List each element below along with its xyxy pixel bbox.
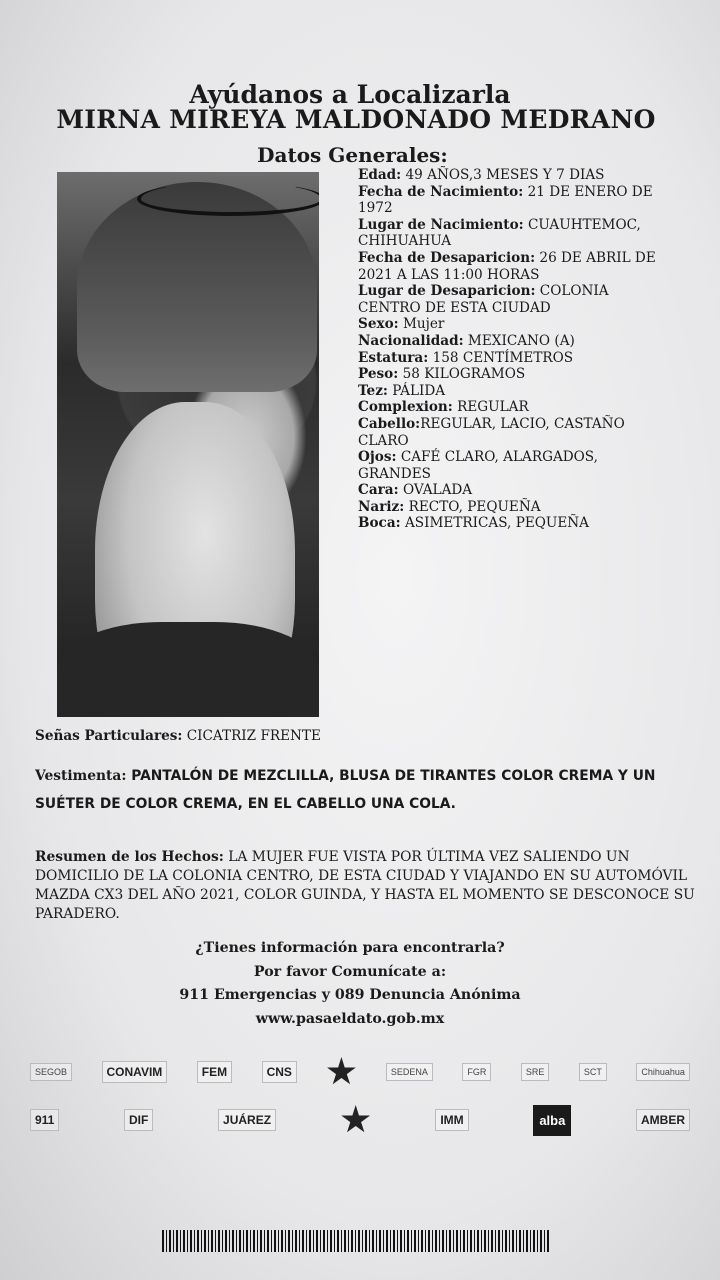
cns-logo: CNS [262, 1061, 297, 1083]
contact-phones: 911 Emergencias y 089 Denuncia Anónima [179, 987, 521, 1003]
agency-logos-row-2 [30, 1098, 690, 1142]
police-star-icon-2 [341, 1105, 371, 1135]
segob-logo: SEGOB [30, 1063, 72, 1081]
imm-logo: IMM [435, 1109, 468, 1131]
agency-logos-row-1 [30, 1052, 690, 1092]
dif-logo: DIF [124, 1109, 153, 1131]
fact-ojos: Ojos: CAFÉ CLARO, ALARGADOS, GRANDES [358, 449, 598, 482]
fact-tez: Tez: PÁLIDA [358, 382, 446, 399]
emergency-911-logo: 911 [30, 1109, 59, 1131]
fact-nacionalidad: Nacionalidad: MEXICANO (A) [358, 332, 575, 349]
contact-block [0, 937, 700, 1031]
fact-cara: Cara: OVALADA [358, 482, 473, 499]
fact-edad: Edad: 49 AÑOS,3 MESES Y 7 DIAS [358, 167, 605, 183]
fact-boca: Boca: ASIMETRICAS, PEQUEÑA [358, 515, 589, 532]
general-data-list [358, 167, 668, 532]
contact-question: ¿Tienes información para encontrarla? [195, 940, 505, 956]
fact-cabello: Cabello:REGULAR, LACIO, CASTAÑO CLARO [358, 415, 625, 449]
barcode [162, 1230, 550, 1252]
photo-shirt [57, 622, 319, 717]
distinguishing-marks: Señas Particulares: CICATRIZ FRENTE [35, 728, 321, 744]
events-summary: Resumen de los Hechos: LA MUJER FUE VISTA POR ÚLTIMA VEZ SALIENDO UN DOMICILIO DE LA COLONIA CENTRO, DE ESTA CIUDAD Y VIAJANDO EN SU AUTOMÓVIL MAZDA CX3 DEL AÑO 2021, COLOR GUINDA, Y HASTA EL MOMENTO SE DESCONOCE SU PARADERO. [35, 849, 695, 922]
fgr-logo: FGR [462, 1063, 491, 1081]
juarez-logo: JUÁREZ [218, 1109, 276, 1131]
missing-person-name: MIRNA MIREYA MALDONADO MEDRANO [56, 105, 656, 134]
clothing-description: Vestimenta: PANTALÓN DE MEZCLILLA, BLUSA DE TIRANTES COLOR CREMA Y UN SUÉTER DE COLOR CREMA, EN EL CABELLO UNA COLA. [35, 768, 656, 812]
missing-person-photo [57, 172, 319, 717]
fact-complexion: Complexion: REGULAR [358, 399, 529, 416]
police-star-icon [326, 1057, 356, 1087]
fact-lugar-desaparicion: Lugar de Desaparicion: COLONIA CENTRO DE ESTA CIUDAD [358, 283, 609, 316]
conavim-logo: CONAVIM [102, 1061, 168, 1083]
fact-sexo: Sexo: Mujer [358, 316, 445, 333]
contact-website: www.pasaeldato.gob.mx [255, 1010, 445, 1027]
contact-request: Por favor Comunícate a: [253, 963, 447, 980]
sre-logo: SRE [521, 1063, 550, 1081]
chihuahua-logo: Chihuahua [636, 1063, 690, 1081]
fact-fecha-nacimiento: Fecha de Nacimiento: 21 DE ENERO DE 1972 [358, 183, 653, 217]
photo-sunglasses [137, 182, 319, 216]
fact-fecha-desaparicion: Fecha de Desaparicion: 26 DE ABRIL DE 2021 A LAS 11:00 HORAS [358, 249, 656, 283]
fem-logo: FEM [197, 1061, 232, 1083]
sedena-logo: SEDENA [386, 1063, 433, 1081]
fact-estatura: Estatura: 158 CENTÍMETROS [358, 349, 574, 366]
fact-nariz: Nariz: RECTO, PEQUEÑA [358, 498, 541, 515]
fact-peso: Peso: 58 KILOGRAMOS [358, 366, 526, 383]
sct-logo: SCT [579, 1063, 607, 1081]
poster-title: Ayúdanos a Localizarla [189, 80, 511, 109]
amber-logo: AMBER [636, 1109, 690, 1131]
fact-lugar-nacimiento: Lugar de Nacimiento: CUAUHTEMOC, CHIHUAHUA [358, 216, 641, 250]
section-heading: Datos Generales: [257, 143, 448, 167]
alba-logo: alba [533, 1105, 571, 1136]
